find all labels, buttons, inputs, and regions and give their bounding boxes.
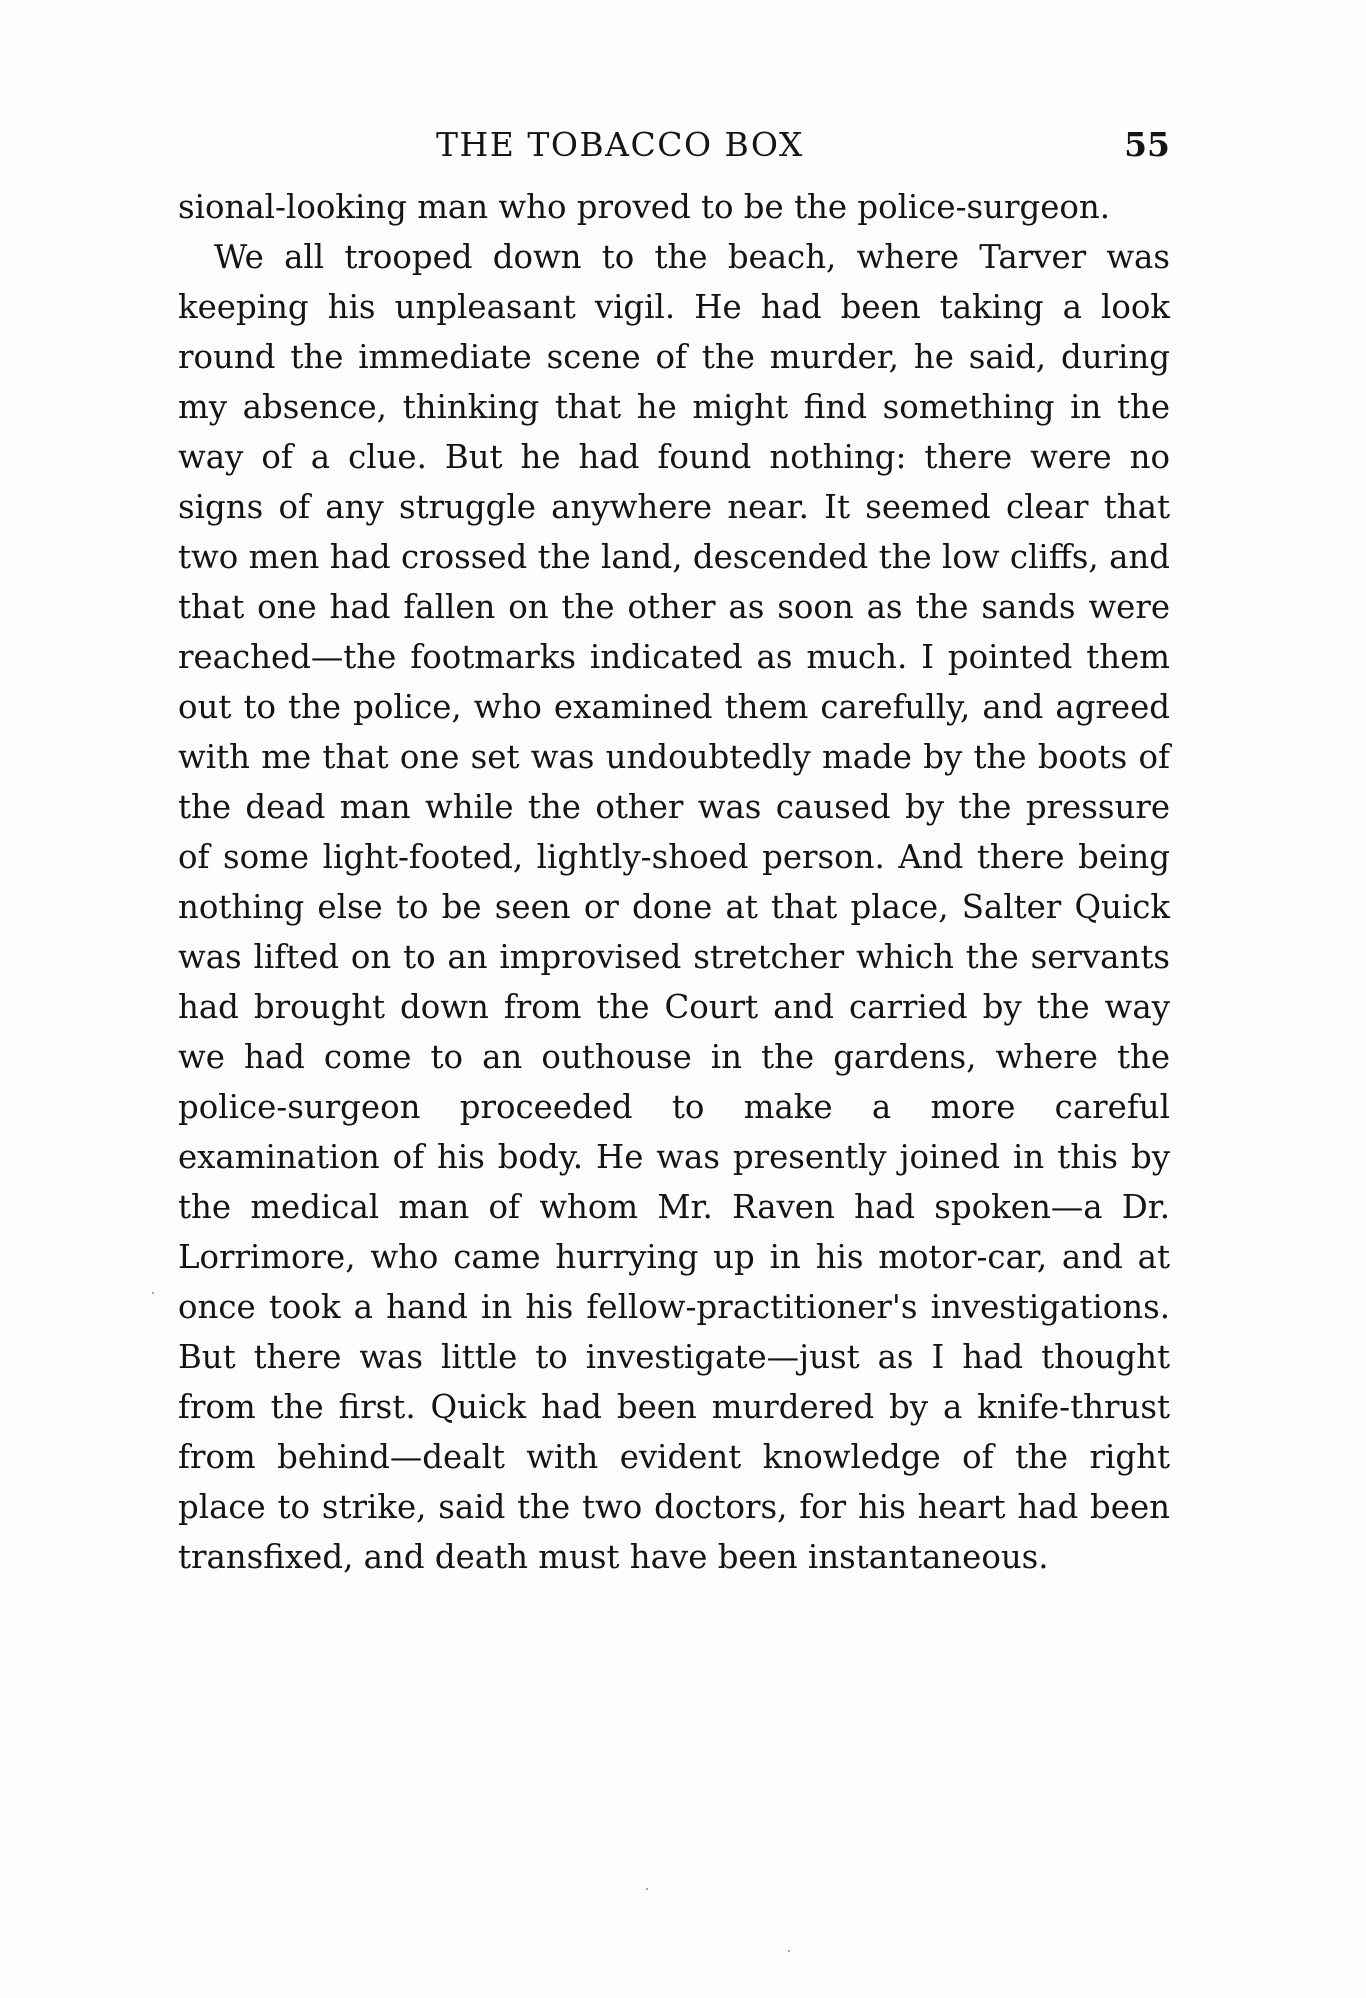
- paper-speck: [152, 1292, 154, 1294]
- paragraph: We all trooped down to the beach, where Tarver was keeping his unpleasant vigil. He had been taking a look round the immediate scene of the murder, he said, during my absence, thinking that he might find something in the way of a clue. But he had found nothing: there were no signs of any struggle anywhere near. It seemed clear that two men had crossed the land, descended the low cliffs, and that one had fallen on the other as soon as the sands were reached—the footmarks indicated as much. I pointed them out to the police, who examined them carefully, and agreed with me that one set was undoubtedly made by the boots of the dead man while the other was caused by the pressure of some light-footed, lightly-shoed person. And there being nothing else to be seen or done at that place, Salter Quick was lifted on to an improvised stretcher which the servants had brought down from the Court and carried by the way we had come to an outhouse in the gardens, where the police-surgeon proceeded to make a more careful examination of his body. He was presently joined in this by the medical man of whom Mr. Raven had spoken—a Dr. Lorrimore, who came hurrying up in his motor-car, and at once took a hand in his fellow-practitioner's investigations. But there was little to investigate—just as I had thought from the first. Quick had been murdered by a knife-thrust from behind—dealt with evident knowledge of the right place to strike, said the two doctors, for his heart had been transfixed, and death must have been instantaneous.: [178, 238, 1170, 1576]
- paragraph-continued: sional-looking man who proved to be the police-surgeon.: [178, 188, 1111, 226]
- paper-speck: [646, 1888, 648, 1890]
- page-number: 55: [1124, 125, 1170, 164]
- running-head: [178, 120, 1170, 170]
- running-title: THE TOBACCO BOX: [436, 125, 804, 164]
- paper-speck: [788, 1950, 790, 1952]
- page-body: [178, 182, 1170, 1582]
